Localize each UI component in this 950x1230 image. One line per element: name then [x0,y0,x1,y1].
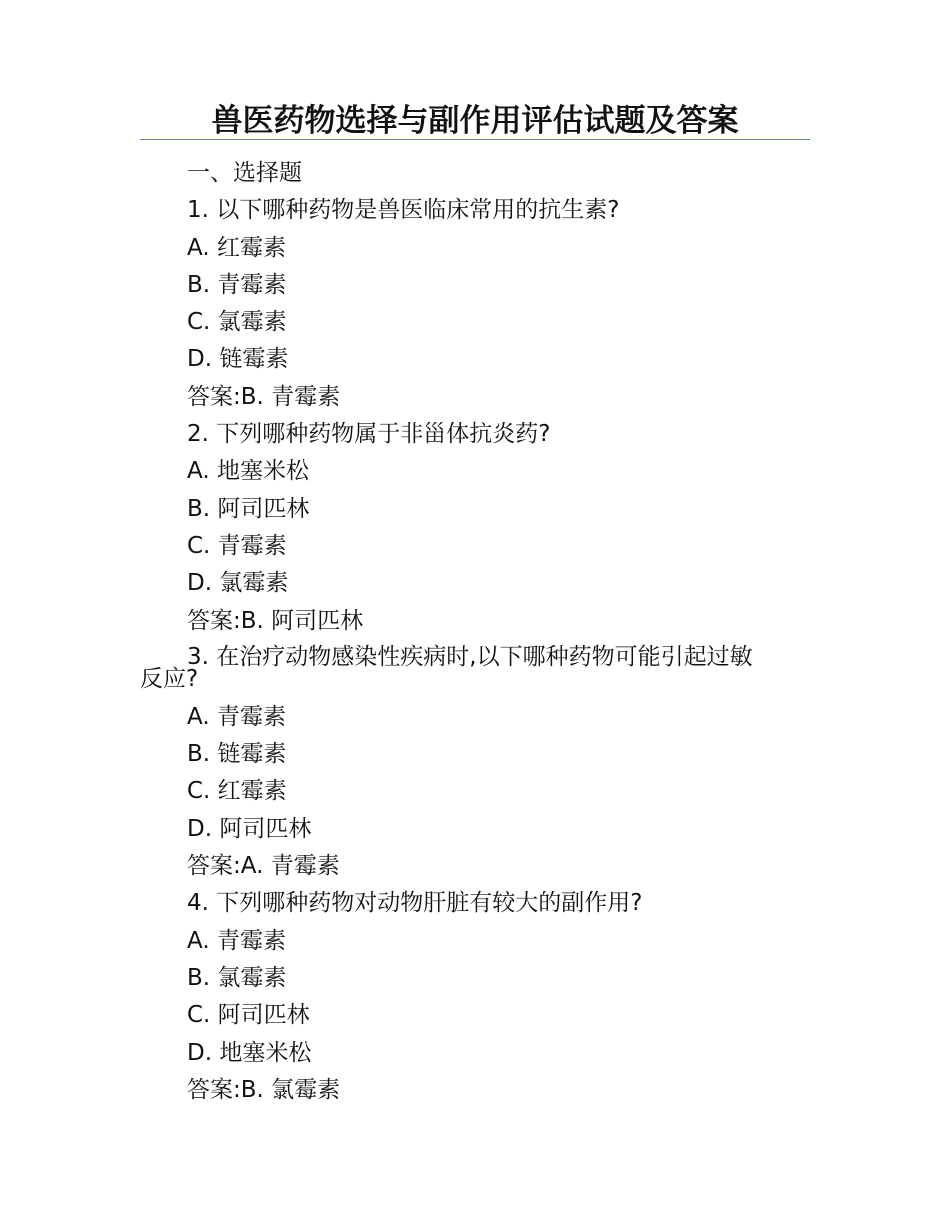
document-title: 兽医药物选择与副作用评估试题及答案 [211,103,739,139]
question-3-stem [140,643,812,699]
question-2-stem: 2. 下列哪种药物属于非甾体抗炎药? [187,421,551,448]
question-3-stem-line-2: 反应? [140,665,199,692]
question-2-option-d: D. 氯霉素 [187,570,289,597]
question-4-option-b: B. 氯霉素 [187,964,287,991]
question-3-option-a: A. 青霉素 [187,703,286,730]
title-underline [140,139,810,140]
question-3-stem-line-1: 3. 在治疗动物感染性疾病时,以下哪种药物可能引起过敏 [187,643,753,670]
question-1-option-d: D. 链霉素 [187,346,289,373]
question-1-answer: 答案:B. 青霉素 [187,383,341,410]
question-2-answer: 答案:B. 阿司匹林 [187,607,364,634]
question-4-stem: 4. 下列哪种药物对动物肝脏有较大的副作用? [187,890,643,917]
question-3-answer: 答案:A. 青霉素 [187,853,340,880]
question-3-option-d: D. 阿司匹林 [187,815,312,842]
section-heading: 一、选择题 [187,160,302,186]
question-1-option-a: A. 红霉素 [187,234,286,261]
question-1-stem: 1. 以下哪种药物是兽医临床常用的抗生素? [187,197,620,224]
question-4-answer: 答案:B. 氯霉素 [187,1076,341,1103]
question-3-option-b: B. 链霉素 [187,741,287,768]
question-2-option-b: B. 阿司匹林 [187,495,310,522]
question-4-option-c: C. 阿司匹林 [187,1002,310,1029]
question-4-option-a: A. 青霉素 [187,927,286,954]
question-2-option-c: C. 青霉素 [187,532,287,559]
document-body [140,155,812,1109]
question-3-option-c: C. 红霉素 [187,778,287,805]
question-1-option-b: B. 青霉素 [187,271,287,298]
question-4-option-d: D. 地塞米松 [187,1039,312,1066]
question-1-option-c: C. 氯霉素 [187,309,287,336]
question-2-option-a: A. 地塞米松 [187,458,309,485]
